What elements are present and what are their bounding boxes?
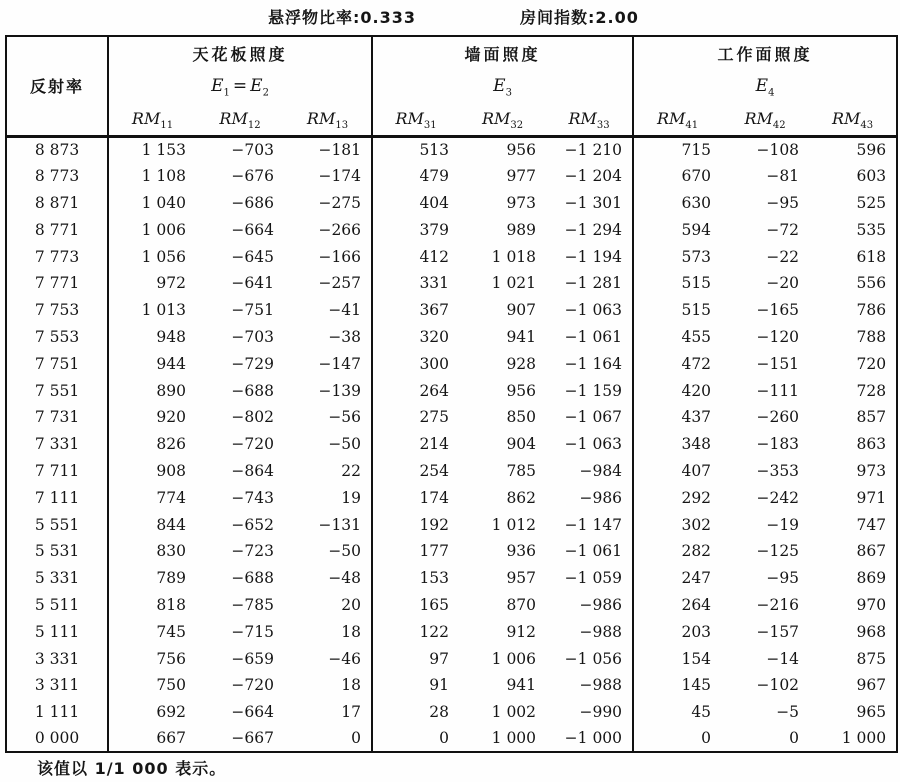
table-cell: −688: [231, 569, 274, 588]
table-cell: 331: [372, 270, 459, 297]
table-cell: 948: [108, 324, 196, 351]
table-cell: 1 021: [491, 274, 537, 293]
table-cell: −664: [231, 703, 274, 722]
table-row: [6, 511, 897, 538]
table-row: [6, 484, 897, 511]
table-cell: −751: [231, 301, 274, 320]
table-cell: 928: [506, 354, 537, 373]
table-cell: 437: [633, 404, 721, 431]
table-cell: 756: [108, 645, 196, 672]
table-cell: 348: [633, 431, 721, 458]
table-cell: −147: [318, 354, 362, 373]
column-header-rm32: $RM_{32}$: [481, 108, 524, 131]
table-cell: −216: [756, 595, 800, 614]
table-cell: −275: [318, 193, 362, 212]
table-cell: 91: [372, 672, 459, 699]
table-cell: 145: [633, 672, 721, 699]
table-cell: −645: [231, 247, 274, 266]
table-cell: 7 553: [34, 327, 80, 346]
table-cell: 7 773: [34, 247, 80, 266]
table-cell: −165: [756, 301, 800, 320]
table-cell: 869: [856, 569, 887, 588]
table-row: [6, 136, 897, 163]
table-cell: 972: [108, 270, 196, 297]
table-row: [6, 377, 897, 404]
table-cell: 5 531: [34, 542, 80, 561]
table-cell: 618: [856, 247, 887, 266]
table-cell: −785: [231, 595, 274, 614]
group-header-3: 工作面照度: [633, 36, 897, 69]
table-cell: 956: [506, 381, 537, 400]
table-cell: 28: [372, 699, 459, 726]
table-cell: 367: [372, 297, 459, 324]
table-cell: 264: [633, 592, 721, 619]
table-cell: 1 056: [108, 243, 196, 270]
table-cell: 1 108: [108, 163, 196, 190]
table-cell: 264: [372, 377, 459, 404]
table-cell: 907: [506, 301, 537, 320]
table-cell: −120: [756, 327, 800, 346]
table-cell: 472: [633, 350, 721, 377]
table-cell: −56: [328, 408, 362, 427]
room-index-label: 房间指数:2.00: [520, 8, 639, 27]
table-cell: 7 731: [34, 408, 80, 427]
table-cell: 890: [108, 377, 196, 404]
table-cell: −257: [318, 274, 362, 293]
table-cell: 850: [506, 408, 537, 427]
table-cell: −1 147: [564, 515, 623, 534]
table-cell: 7 331: [34, 435, 80, 454]
table-cell: −703: [196, 136, 284, 163]
table-cell: 1 012: [491, 515, 537, 534]
table-cell: 7 751: [34, 354, 80, 373]
table-cell: 1 000: [491, 729, 537, 748]
table-row: [6, 324, 897, 351]
table-cell: 320: [372, 324, 459, 351]
table-cell: 944: [108, 350, 196, 377]
table-cell: 747: [856, 515, 887, 534]
table-cell: −95: [766, 193, 800, 212]
column-header-rm31: $RM_{31}$: [372, 102, 459, 136]
table-cell: −260: [756, 408, 800, 427]
header-row-titles: [6, 36, 897, 69]
table-cell: 870: [506, 595, 537, 614]
table-cell: −157: [756, 622, 800, 641]
table-cell: −1 063: [564, 301, 623, 320]
table-cell: 535: [856, 220, 887, 239]
column-header-rm12: $RM_{12}$: [219, 108, 261, 131]
table-cell: −1 301: [564, 193, 623, 212]
table-cell: −1 056: [564, 649, 623, 668]
table-cell: 788: [856, 327, 887, 346]
table-cell: 0: [789, 729, 800, 748]
table-cell: 573: [633, 243, 721, 270]
table-cell: 275: [372, 404, 459, 431]
table-cell: −988: [579, 676, 623, 695]
table-cell: 165: [372, 592, 459, 619]
illuminance-table: [5, 35, 898, 753]
column-header-reflectance: 反射率: [29, 77, 84, 97]
table-cell: 1 013: [108, 297, 196, 324]
table-cell: −181: [284, 136, 372, 163]
table-cell: −95: [766, 569, 800, 588]
table-cell: −990: [579, 703, 623, 722]
table-cell: 8 771: [34, 220, 80, 239]
table-cell: −720: [231, 435, 274, 454]
table-row: [6, 726, 897, 753]
table-cell: 977: [506, 167, 537, 186]
table-cell: −108: [721, 136, 809, 163]
table-cell: 7 771: [34, 274, 80, 293]
group-formula-3: $E_4$: [633, 69, 897, 102]
table-cell: 122: [372, 618, 459, 645]
table-cell: 1 018: [491, 247, 537, 266]
table-cell: 97: [372, 645, 459, 672]
column-header-rm33: $RM_{33}$: [568, 108, 610, 131]
table-row: [6, 350, 897, 377]
table-cell: 715: [633, 136, 721, 163]
table-cell: −151: [756, 354, 800, 373]
table-cell: 750: [108, 672, 196, 699]
column-header-rm41: $RM_{41}$: [633, 102, 721, 136]
table-cell: −19: [766, 515, 800, 534]
table-cell: 968: [856, 622, 887, 641]
table-cell: 785: [506, 461, 537, 480]
table-cell: 1 111: [34, 703, 80, 722]
table-cell: 920: [108, 404, 196, 431]
table-cell: 300: [372, 350, 459, 377]
table-row: [6, 216, 897, 243]
table-cell: 957: [506, 569, 537, 588]
table-cell: 692: [108, 699, 196, 726]
column-header-rm43: $RM_{43}$: [831, 108, 874, 131]
table-cell: 826: [108, 431, 196, 458]
table-cell: −659: [231, 649, 274, 668]
group-formula-1: $E_1 = E_2$: [108, 69, 372, 102]
table-cell: 18: [341, 622, 362, 641]
table-body: [6, 136, 897, 752]
table-cell: 0: [372, 726, 459, 753]
table-cell: −38: [328, 327, 362, 346]
table-cell: −667: [231, 729, 274, 748]
table-cell: 556: [856, 274, 887, 293]
table-cell: 1 006: [108, 216, 196, 243]
table-cell: −46: [328, 649, 362, 668]
table-cell: 970: [856, 595, 887, 614]
column-header-rm11: $RM_{11}$: [108, 102, 196, 136]
table-cell: 5 511: [34, 595, 80, 614]
table-cell: −686: [231, 193, 274, 212]
table-cell: 5 551: [34, 515, 80, 534]
table-cell: −664: [231, 220, 274, 239]
footnote: 该值以 1/1 000 表示。: [37, 759, 227, 778]
table-cell: −641: [231, 274, 274, 293]
table-cell: 174: [372, 484, 459, 511]
table-cell: −715: [231, 622, 274, 641]
group-header-1: 天花板照度: [108, 36, 372, 69]
table-cell: −102: [756, 676, 800, 695]
table-cell: −81: [766, 167, 800, 186]
table-row: [6, 538, 897, 565]
table-cell: 941: [506, 327, 537, 346]
table-cell: −1 159: [564, 381, 623, 400]
table-cell: 20: [341, 595, 362, 614]
table-cell: 0 000: [34, 729, 80, 748]
table-row: [6, 431, 897, 458]
table-row: [6, 592, 897, 619]
table-cell: 971: [856, 488, 887, 507]
table-cell: 908: [108, 458, 196, 485]
table-cell: 17: [341, 703, 362, 722]
table-cell: −353: [756, 461, 800, 480]
table-cell: 177: [372, 538, 459, 565]
table-cell: −166: [318, 247, 362, 266]
table-cell: 594: [633, 216, 721, 243]
table-cell: −1 061: [564, 542, 623, 561]
table-cell: −1 063: [564, 435, 623, 454]
table-cell: −723: [231, 542, 274, 561]
table-row: [6, 672, 897, 699]
table-cell: −1 164: [564, 354, 623, 373]
table-cell: −1 204: [564, 167, 623, 186]
table-cell: −183: [756, 435, 800, 454]
table-cell: −1 281: [564, 274, 623, 293]
table-cell: 956: [459, 136, 546, 163]
table-cell: 904: [506, 435, 537, 454]
table-cell: 789: [108, 565, 196, 592]
table-cell: 875: [856, 649, 887, 668]
table-cell: −139: [318, 381, 362, 400]
table-cell: 3 331: [34, 649, 80, 668]
table-cell: −131: [318, 515, 362, 534]
table-cell: 0: [633, 726, 721, 753]
table-cell: 5 111: [34, 622, 80, 641]
table-cell: 965: [856, 703, 887, 722]
table-cell: −1 059: [564, 569, 623, 588]
header-row-formulas: [6, 69, 897, 102]
suspension-ratio-label: 悬浮物比率:0.333: [268, 8, 417, 27]
table-row: [6, 163, 897, 190]
table-cell: 862: [506, 488, 537, 507]
table-cell: 745: [108, 618, 196, 645]
table-cell: 786: [856, 301, 887, 320]
table-row: [6, 458, 897, 485]
table-cell: −48: [328, 569, 362, 588]
table-cell: 967: [856, 676, 887, 695]
table-cell: 513: [372, 136, 459, 163]
table-cell: −20: [766, 274, 800, 293]
table-cell: 302: [633, 511, 721, 538]
table-row: [6, 404, 897, 431]
table-cell: 214: [372, 431, 459, 458]
table-cell: −50: [328, 542, 362, 561]
table-cell: −652: [231, 515, 274, 534]
table-cell: −1 194: [564, 247, 623, 266]
table-cell: −14: [766, 649, 800, 668]
table-cell: 203: [633, 618, 721, 645]
table-cell: 1 040: [108, 190, 196, 217]
table-cell: −986: [579, 488, 623, 507]
table-cell: −802: [231, 408, 274, 427]
table-cell: 7 551: [34, 381, 80, 400]
table-row: [6, 297, 897, 324]
table-cell: 153: [372, 565, 459, 592]
table-cell: 941: [506, 676, 537, 695]
table-cell: 254: [372, 458, 459, 485]
table-cell: 515: [633, 297, 721, 324]
table-cell: 603: [856, 167, 887, 186]
table-cell: −5: [776, 703, 800, 722]
table-row: [6, 645, 897, 672]
table-cell: 830: [108, 538, 196, 565]
table-cell: 8 773: [34, 167, 80, 186]
table-cell: −1 294: [564, 220, 623, 239]
table-cell: 867: [856, 542, 887, 561]
table-row: [6, 565, 897, 592]
table-cell: 728: [856, 381, 887, 400]
table-cell: −174: [318, 167, 362, 186]
table-cell: 3 311: [34, 676, 80, 695]
table-cell: −41: [328, 301, 362, 320]
table-cell: 479: [372, 163, 459, 190]
table-cell: 407: [633, 458, 721, 485]
table-cell: 7 111: [34, 488, 80, 507]
table-cell: 667: [108, 726, 196, 753]
table-cell: −1 061: [564, 327, 623, 346]
table-cell: 912: [506, 622, 537, 641]
group-header-2: 墙面照度: [372, 36, 633, 69]
table-row: [6, 190, 897, 217]
table-cell: 857: [856, 408, 887, 427]
table-cell: −986: [579, 595, 623, 614]
table-cell: 1 000: [841, 729, 887, 748]
table-cell: −22: [766, 247, 800, 266]
table-cell: −703: [231, 327, 274, 346]
table-cell: 7 753: [34, 301, 80, 320]
header-row-rm: [6, 102, 897, 136]
table-head: [6, 36, 897, 136]
table-cell: 720: [856, 354, 887, 373]
table-cell: 774: [108, 484, 196, 511]
table-cell: 1 153: [108, 136, 196, 163]
table-cell: 989: [506, 220, 537, 239]
table-cell: 22: [341, 461, 362, 480]
table-cell: 936: [506, 542, 537, 561]
table-cell: 404: [372, 190, 459, 217]
table-row: [6, 618, 897, 645]
table-cell: 844: [108, 511, 196, 538]
table-cell: −688: [231, 381, 274, 400]
table-cell: 192: [372, 511, 459, 538]
table-row: [6, 243, 897, 270]
table-cell: −242: [756, 488, 800, 507]
table-cell: −72: [766, 220, 800, 239]
table-row: [6, 270, 897, 297]
table-cell: −720: [231, 676, 274, 695]
table-cell: 596: [809, 136, 897, 163]
table-cell: 8 871: [34, 193, 80, 212]
table-cell: −1 067: [564, 408, 623, 427]
table-cell: 515: [633, 270, 721, 297]
table-cell: −988: [579, 622, 623, 641]
table-cell: 630: [633, 190, 721, 217]
table-cell: 455: [633, 324, 721, 351]
table-cell: −729: [231, 354, 274, 373]
table-cell: −984: [579, 461, 623, 480]
table-cell: −125: [756, 542, 800, 561]
table-cell: 818: [108, 592, 196, 619]
table-cell: −111: [756, 381, 800, 400]
table-cell: 670: [633, 163, 721, 190]
table-cell: 1 002: [491, 703, 537, 722]
table-cell: 525: [856, 193, 887, 212]
table-cell: 282: [633, 538, 721, 565]
table-cell: 863: [856, 435, 887, 454]
table-cell: 292: [633, 484, 721, 511]
table-cell: 5 331: [34, 569, 80, 588]
table-cell: −266: [318, 220, 362, 239]
table-cell: 19: [341, 488, 362, 507]
table-cell: 247: [633, 565, 721, 592]
group-formula-2: $E_3$: [372, 69, 633, 102]
table-cell: 973: [506, 193, 537, 212]
table-cell: 1 006: [491, 649, 537, 668]
table-cell: 0: [351, 729, 362, 748]
table-cell: −1 000: [564, 729, 623, 748]
table-cell: −50: [328, 435, 362, 454]
table-cell: −1 210: [546, 136, 633, 163]
table-cell: 18: [341, 676, 362, 695]
table-cell: 7 711: [34, 461, 80, 480]
table-cell: −743: [231, 488, 274, 507]
table-cell: 973: [856, 461, 887, 480]
table-cell: 45: [633, 699, 721, 726]
table-cell: 420: [633, 377, 721, 404]
table-cell: −676: [231, 167, 274, 186]
table-cell: 8 873: [6, 136, 108, 163]
column-header-rm42: $RM_{42}$: [744, 108, 786, 131]
table-cell: −864: [231, 461, 274, 480]
table-cell: 412: [372, 243, 459, 270]
table-cell: 379: [372, 216, 459, 243]
table-cell: 154: [633, 645, 721, 672]
column-header-rm13: $RM_{13}$: [306, 108, 349, 131]
table-row: [6, 699, 897, 726]
